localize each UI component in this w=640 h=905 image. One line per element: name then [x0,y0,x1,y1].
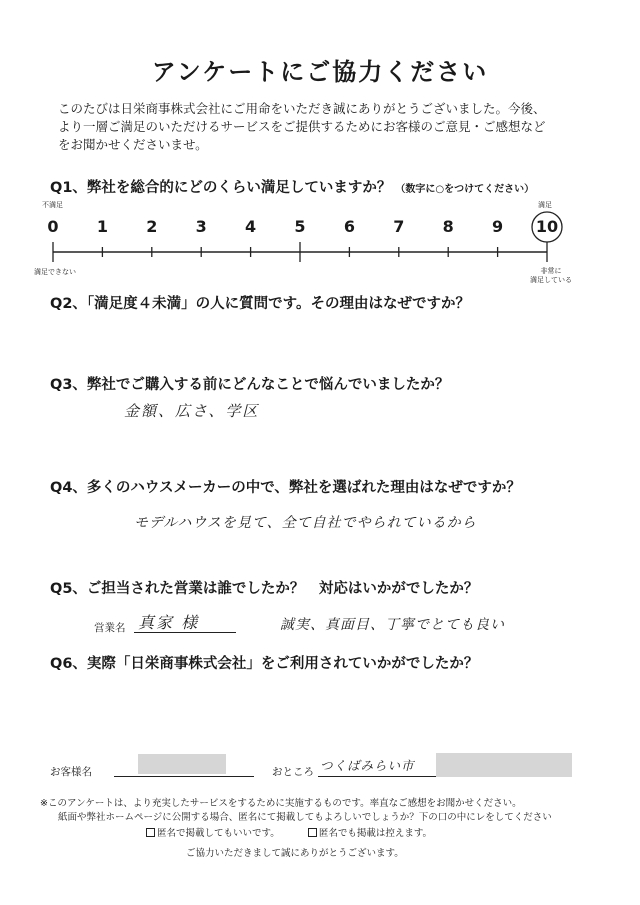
scale-number-7[interactable]: 7 [393,217,405,236]
question-3-answer[interactable]: 金額、広さ、学区 [124,402,260,420]
customer-name-label: お客様名 [50,766,92,778]
scale-right-bottom-label [530,267,572,285]
scale-number-9[interactable]: 9 [492,217,504,236]
consent-anonymous-ok-label: 匿名で掲載してもいいです。 [157,828,280,839]
footer-consent-options [146,826,432,841]
scale-number-8[interactable]: 8 [442,217,454,236]
scale-number-1[interactable]: 1 [96,217,108,236]
customer-name-field[interactable] [114,756,254,777]
scale-number-2[interactable]: 2 [146,217,158,236]
page-title: アンケートにご協力ください [151,58,489,86]
question-5: Q5、ご担当された営業は誰でしたか？ 対応はいかがでしたか？ [50,581,479,597]
scale-right-top-label: 満足 [538,201,552,209]
question-4: Q4、多くのハウスメーカーの中で、弊社を選ばれた理由はなぜですか？ [50,480,521,496]
scale-number-10[interactable]: 10 [535,217,559,236]
address-label: おところ [272,766,314,778]
staff-name-field[interactable] [134,608,236,633]
scale-number-0[interactable]: 0 [47,217,59,236]
intro-line: より一層ご満足のいただけるサービスをご提供するためにお客様のご意見・ご感想など [58,119,546,134]
intro-line: このたびは日栄商事株式会社にご用命をいただき誠にありがとうございました。今後、 [58,101,546,116]
scale-left-bottom-label: 満足できない [34,268,76,276]
question-4-answer[interactable]: モデルハウスを見て、全て自社でやられているから [134,515,477,531]
scale-number-6[interactable]: 6 [343,217,355,236]
scale-number-5[interactable]: 5 [294,217,306,236]
scale-number-4[interactable]: 4 [245,217,257,236]
consent-decline-checkbox[interactable] [308,828,317,837]
footer-notice: ※このアンケートは、より充実したサービスをするために実施するものです。率直なご感想をお聞かせください。 [40,798,522,809]
intro-text [58,100,598,154]
staff-name-answer: 真家 様 [138,613,200,632]
footer-consent-question: 紙面や弊社ホームページに公開する場合、匿名にて掲載してもよろしいでしょうか？下の口の中にレをしてください [58,812,552,823]
scale-left-top-label: 不満足 [42,201,63,209]
scale-right-bottom-line: 非常に [540,267,562,275]
question-1 [50,176,534,197]
footer-thanks: ご協力いただきまして誠にありがとうございます。 [186,848,404,859]
question-6: Q6、実際「日栄商事株式会社」をご利用されていかがでしたか？ [50,656,479,672]
question-2: Q2、「満足度４未満」の人に質問です。その理由はなぜですか？ [50,296,471,312]
question-1-note: （数字に○をつけてください） [395,184,535,195]
scale-right-bottom-line: 満足している [530,276,572,284]
consent-anonymous-ok-checkbox[interactable] [146,828,155,837]
staff-response-answer[interactable]: 誠実、真面目、丁寧でとても良い [280,617,505,633]
redaction-block [138,754,226,774]
intro-line: をお聞かせくださいませ。 [58,137,208,152]
redaction-block [436,753,572,777]
staff-name-label: 営業名 [94,622,126,634]
scale-number-3[interactable]: 3 [195,217,207,236]
satisfaction-scale[interactable] [0,205,640,275]
consent-decline-label: 匿名でも掲載は控えます。 [318,828,433,839]
address-answer: つくばみらい市 [320,758,415,773]
question-1-text: Q1、弊社を総合的にどのくらい満足していますか？ [50,180,392,196]
question-3: Q3、弊社でご購入する前にどんなことで悩んでいましたか？ [50,377,450,393]
